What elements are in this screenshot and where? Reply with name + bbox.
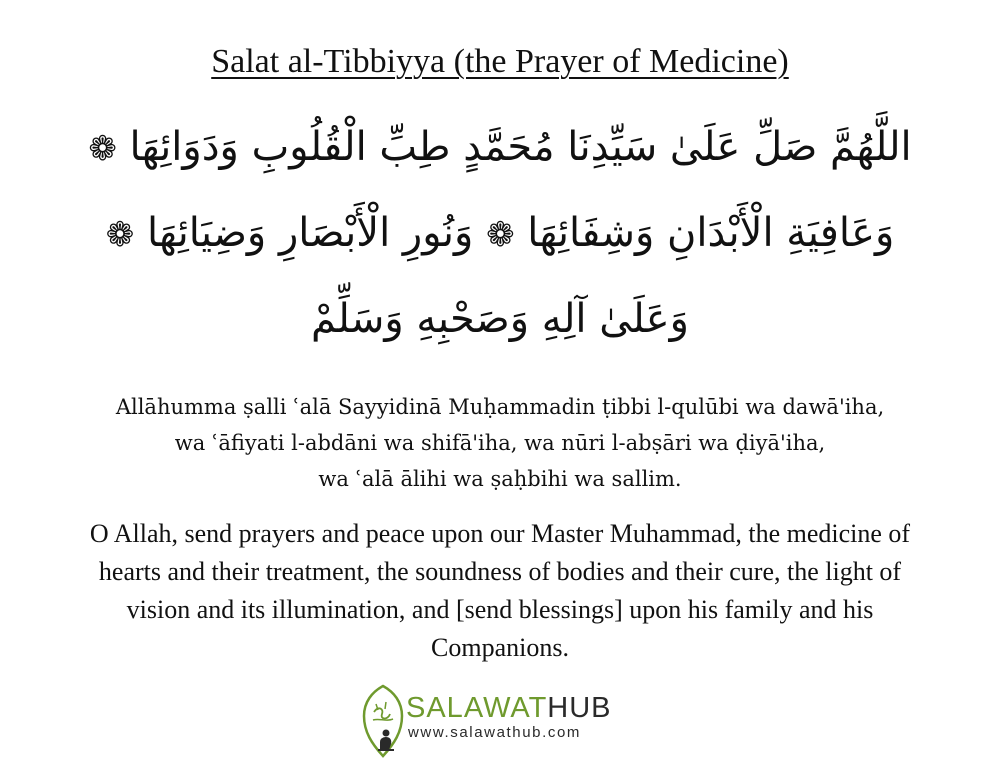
translation-line: vision and its illumination, and [send blessings] upon his family and his [126, 595, 874, 624]
transliteration-line: wa ʿalā ālihi wa ṣaḥbihi wa sallim. [318, 467, 682, 491]
translation [30, 515, 970, 667]
arabic-text-2b: وَنُورِ الْأَبْصَارِ وَضِيَائِهَا [146, 210, 474, 256]
title-text: Salat al-Tibbiyya (the Prayer of Medicine) [211, 43, 789, 80]
arabic-text-2a: وَعَافِيَةِ الْأَبْدَانِ وَشِفَائِهَا [527, 210, 895, 256]
arabic-text-3: وَعَلَىٰ آلِهِ وَصَحْبِهِ وَسَلِّمْ [311, 296, 689, 342]
logo-word-hub: HUB [547, 692, 612, 724]
arabic-prayer [0, 104, 1000, 362]
arabic-line-1 [0, 104, 1000, 190]
flower-icon: ❁ [105, 215, 135, 255]
page-title [0, 40, 1000, 84]
logo-word-salawat: SALAWAT [406, 692, 548, 724]
arabic-line-2 [0, 190, 1000, 276]
transliteration-line: wa ʿāfiyati l-abdāni wa shifā'iha, wa nūri l-abṣāri wa ḍiyā'iha, [174, 431, 826, 455]
transliteration [0, 389, 1000, 497]
logo-url: www.salawathub.com [408, 724, 582, 741]
transliteration-line: Allāhumma ṣalli ʿalā Sayyidinā Muḥammadin ṭibbi l-qulūbi wa dawā'iha, [115, 395, 885, 419]
translation-line: hearts and their treatment, the soundness of bodies and their cure, the light of [98, 557, 902, 586]
logo-wordmark [406, 692, 612, 724]
calligraphy-figure-icon [360, 684, 406, 760]
salawathub-logo [360, 684, 640, 760]
arabic-text-1: اللَّهُمَّ صَلِّ عَلَىٰ سَيِّدِنَا مُحَمَّدٍ طِبِّ الْقُلُوبِ وَدَوَائِهَا [129, 124, 912, 170]
translation-line: Companions. [431, 633, 569, 662]
flower-icon: ❁ [88, 129, 117, 169]
translation-line: O Allah, send prayers and peace upon our Master Muhammad, the medicine of [89, 519, 911, 548]
flower-icon: ❁ [486, 215, 515, 255]
arabic-line-3 [0, 276, 1000, 362]
